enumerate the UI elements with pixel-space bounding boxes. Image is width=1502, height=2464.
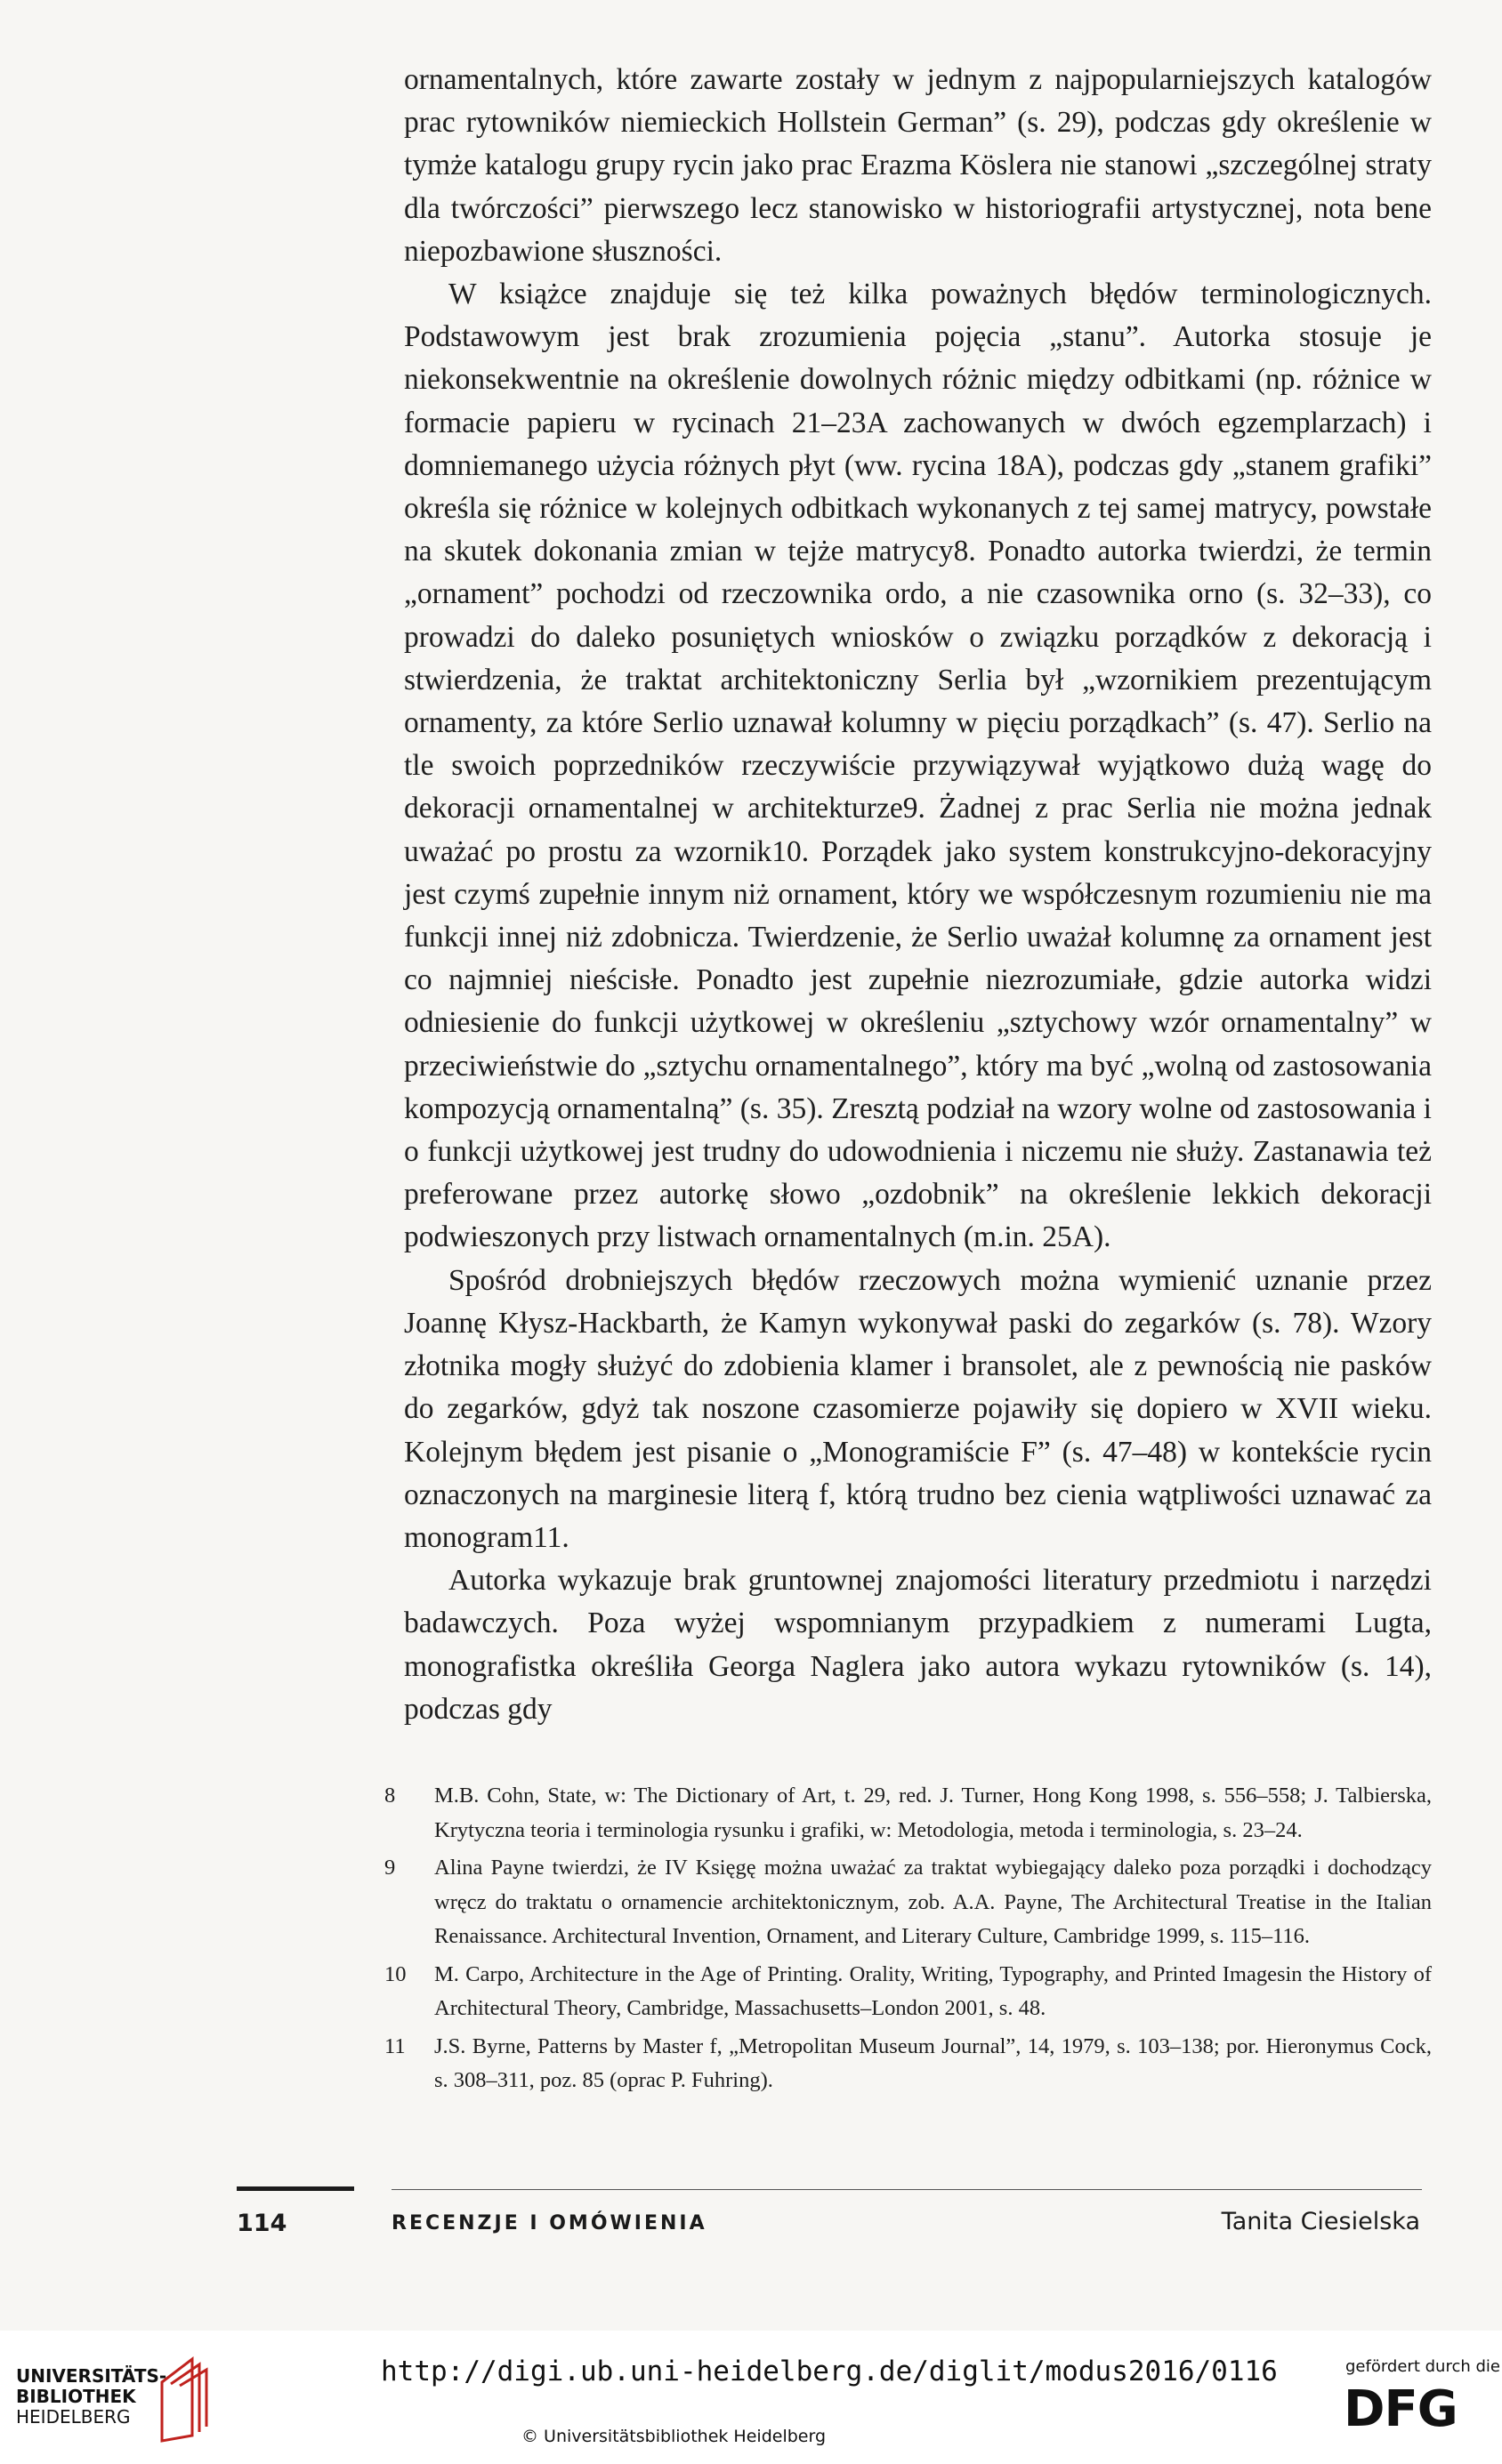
footnote-text: J.S. Byrne, Patterns by Master f, „Metropolitan Museum Journal”, 14, 1979, s. 103–138; por. Hieronymus Cock, s. 308–311, poz. 85 (oprac P. Fuhring). [434,2033,1432,2092]
dfg-logo[interactable]: DFG [1344,2380,1458,2438]
library-name-line3: HEIDELBERG [16,2406,131,2428]
footnote [384,2030,1432,2098]
running-section-title: RECENZJE I OMÓWIENIA [392,2212,707,2235]
footnote-number: 10 [384,1961,407,1986]
footnote-text: Alina Payne twierdzi, że IV Księgę można uważać za traktat wybiegający daleko poza porządki i dochodzący wręcz do traktatu o ornamencie architektonicznym, zob. A.A. Payne, The Architectural Treatise in the Italian Renaissance. Architectural Invention, Ornament, and Literary Culture, Cambridge 1999, s. 115–116. [434,1856,1432,1948]
footnote-number: 8 [384,1784,396,1808]
running-author: Tanita Ciesielska [1221,2208,1420,2235]
library-logo[interactable] [16,2366,166,2428]
funding-caption: gefördert durch die [1345,2357,1500,2376]
source-url-link[interactable]: http://digi.ub.uni-heidelberg.de/diglit/modus2016/0116 [381,2355,1278,2388]
footnotes [384,1779,1432,2102]
paragraph-3: Spośród drobniejszych błędów rzeczowych można wymienić uznanie przez Joannę Kłysz-Hackbarth, że Kamyn wykonywał paski do zegarków (s. 78). Wzory złotnika mogły służyć do zdobienia klamer i bransolet, ale z pewnością nie pasków do zegarków, gdyż tak noszone czasomierze pojawiły się dopiero w XVII wieku. Kolejnym błędem jest pisanie o „Monogramiście F” (s. 47–48) w kontekście rycin oznaczonych na marginesie literą f, którą trudno bez cienia wątpliwości uznawać za monogram11. [404,1263,1432,1554]
footnote-number: 9 [384,1856,396,1880]
paragraph-1: ornamentalnych, które zawarte zostały w jednym z najpopularniejszych katalogów prac rytowników niemieckich Hollstein German” (s. 29), podczas gdy określenie w tymże katalogu grupy rycin jako prac Erazma Köslera nie stanowi „szczególnej straty dla twórczości” pierwszego lecz stanowisko w historiografii artystycznej, nota bene niepozbawione słuszności. [404,63,1432,268]
paragraph-4: Autorka wykazuje brak gruntownej znajomości literatury przedmiotu i narzędzi badawczych. Poza wyżej wspomnianym przypadkiem z numerami Lugta, monografistka określiła Georga Naglera jako autora wykazu rytowników (s. 14), podczas gdy [404,1564,1432,1726]
footnote-text: M.B. Cohn, State, w: The Dictionary of Art, t. 29, red. J. Turner, Hong Kong 1998, s. 556–558; J. Talbierska, Krytyczna teoria i terminologia rysunku i grafiki, w: Metodologia, metoda i terminologia, s. 23–24. [434,1784,1432,1842]
footnote-text: M. Carpo, Architecture in the Age of Printing. Orality, Writing, Typography, and Printed Imagesin the History of Architectural Theory, Cambridge, Massachusetts–London 2001, s. 48. [434,1961,1432,2020]
body-text [404,59,1432,1731]
footer-rule-thick [237,2186,354,2191]
footnote [384,1851,1432,1954]
library-name-line2: BIBLIOTHEK [16,2386,136,2407]
footnote [384,1958,1432,2026]
footer-rule-thin [392,2189,1422,2190]
library-emblem-icon [158,2355,212,2443]
page-number: 114 [237,2210,287,2237]
footnote-number: 11 [384,2033,406,2058]
paragraph-2: W książce znajduje się też kilka poważnych błędów terminologicznych. Podstawowym jest brak zrozumienia pojęcia „stanu”. Autorka stosuje je niekonsekwentnie na określenie dowolnych różnic między odbitkami (np. różnice w formacie papieru w rycinach 21–23A zachowanych w dwóch egzemplarzach) i domniemanego użycia różnych płyt (ww. rycina 18A), podczas gdy „stanem grafiki” określa się różnice w kolejnych odbitkach wykonanych z tej samej matrycy, powstałe na skutek dokonania zmian w tejże matrycy8. Ponadto autorka twierdzi, że termin „ornament” pochodzi od rzeczownika ordo, a nie czasownika orno (s. 32–33), co prowadzi do daleko posuniętych wniosków o związku porządków z dekoracją i stwierdzenia, że traktat architektoniczny Serlia był „wzornikiem prezentującym ornamenty, za które Serlio uznawał kolumny w pięciu porządkach” (s. 47). Serlio na tle swoich poprzedników rzeczywiście przywiązywał wyjątkowo dużą wagę do dekoracji ornamentalnej w architekturze9. Żadnej z prac Serlia nie można jednak uważać po prostu za wzornik10. Porządek jako system konstrukcyjno-dekoracyjny jest czymś zupełnie innym niż ornament, który we współczesnym rozumieniu nie ma funkcji innej niż zdobnicza. Twierdzenie, że Serlio uważał kolumnę za ornament jest co najmniej nieścisłe. Ponadto jest zupełnie niezrozumiałe, gdzie autorka widzi odniesienie do funkcji użytkowej w określeniu „sztychowy wzór ornamentalny” w przeciwieństwie do „sztychu ornamentalnego”, który ma być „wolną od zastosowania kompozycją ornamentalną” (s. 35). Zresztą podział na wzory wolne od zastosowania i o funkcji użytkowej jest trudny do udowodnienia i niczemu nie służy. Zastanawia też preferowane przez autorkę słowo „ozdobnik” na określenie lekkich dekoracji podwieszonych przy listwach ornamentalnych (m.in. 25A). [404,278,1432,1254]
footnote [384,1779,1432,1848]
copyright-notice: © Universitätsbibliothek Heidelberg [521,2427,827,2446]
library-name-line1: UNIVERSITÄTS- [16,2365,167,2387]
